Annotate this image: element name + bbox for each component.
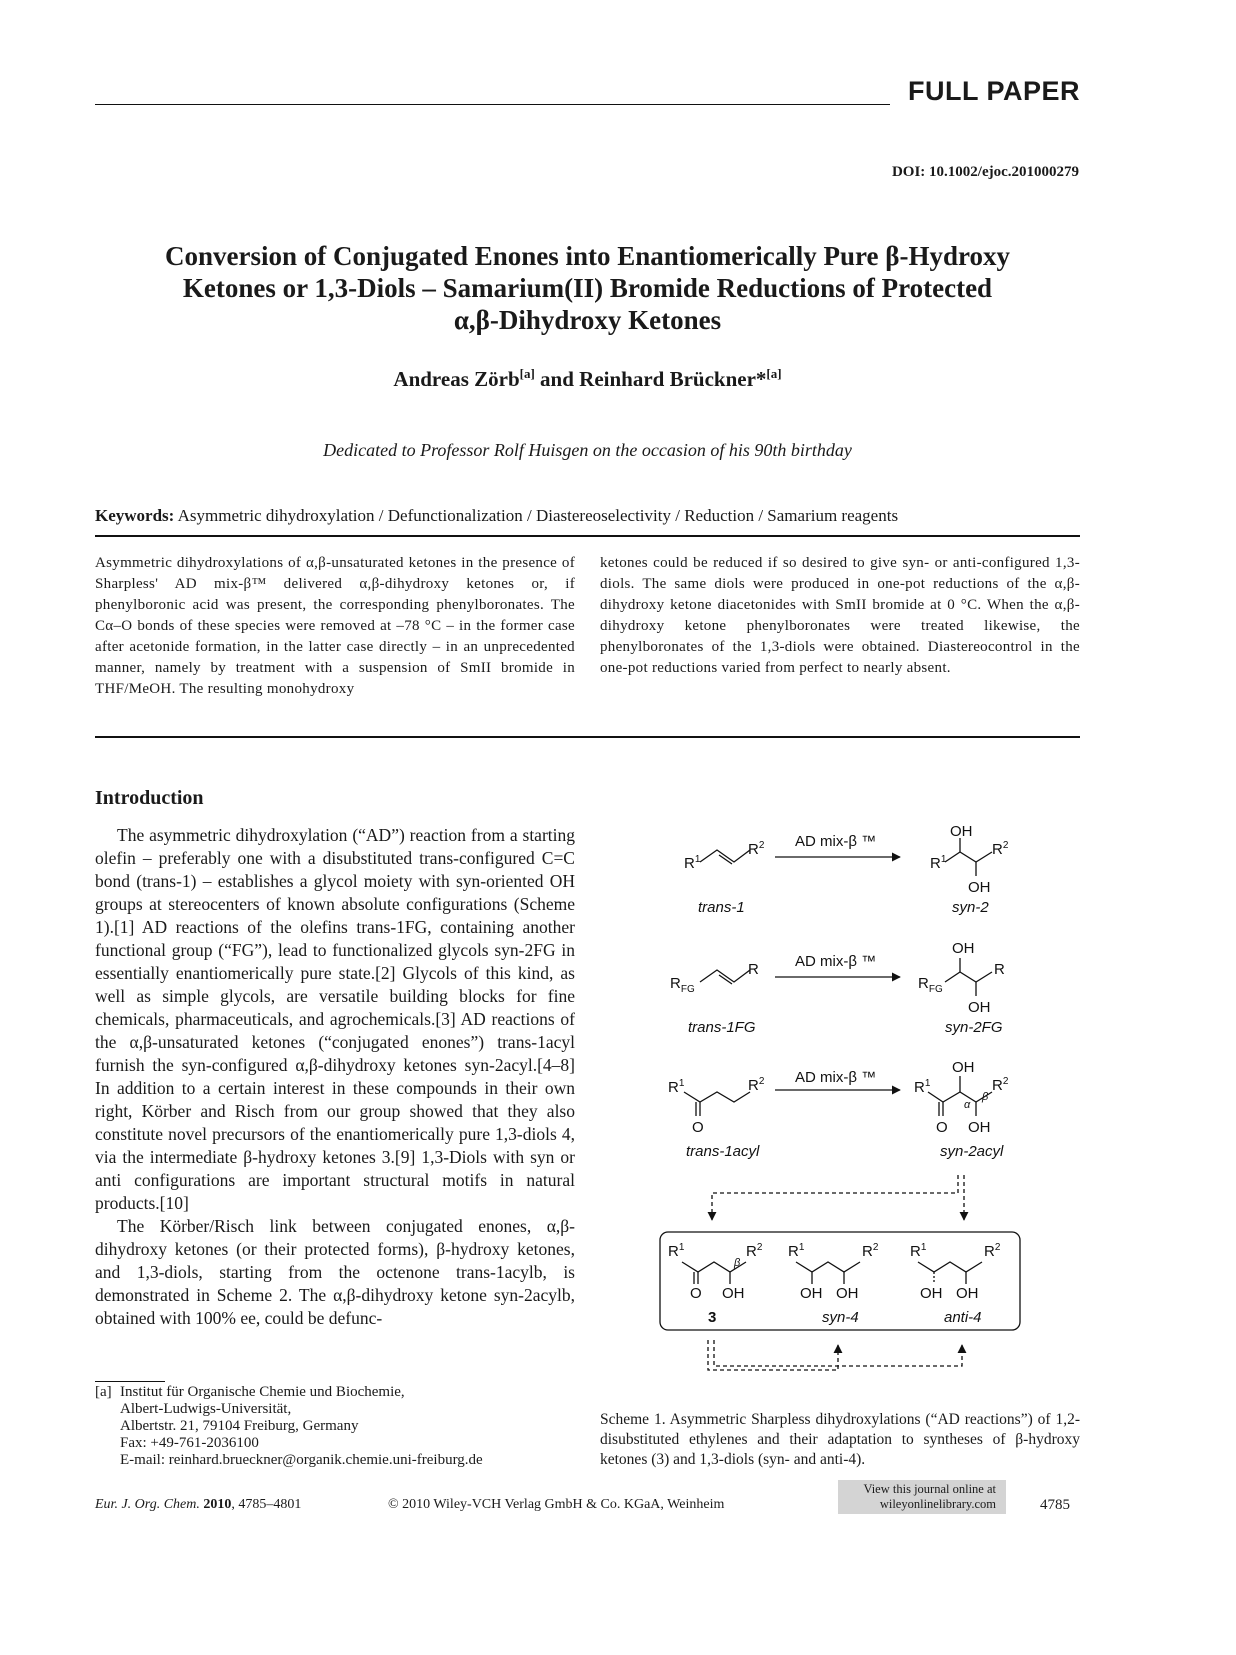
keywords [95,506,1080,526]
footer-copyright: © 2010 Wiley-VCH Verlag GmbH & Co. KGaA, Weinheim [388,1497,725,1512]
compound-anti-4: anti-4 [944,1309,982,1326]
affiliation-line-3: Albertstr. 21, 79104 Freiburg, Germany [120,1418,359,1434]
compound-syn-4: syn-4 [822,1309,859,1326]
oh-label: OH [968,1119,991,1136]
r2-label: $R^2$ [748,840,765,858]
alpha-label: α [964,1099,971,1111]
online-badge-line-2: wileyonlinelibrary.com [879,1497,996,1511]
header-rule [95,104,890,105]
reagent-label-2: AD mix-β ™ [795,953,877,970]
affiliation-line-2: Albert-Ludwigs-Universität, [120,1401,292,1417]
r1-label: $R^1$ [910,1242,927,1260]
compound-trans-1FG: trans-1FG [688,1019,756,1036]
r1-label: $R^1$ [788,1242,805,1260]
title-line-1: Conversion of Conjugated Enones into Enantiomerically Pure β-Hydroxy [164,241,1010,271]
oh-label: OH [920,1285,943,1302]
dashed-connector-left [712,1175,958,1220]
glycol-syn-2FG [945,972,992,982]
author-and: and [534,367,580,391]
author-2: Reinhard Brückner* [579,367,767,391]
oh-label: OH [968,999,991,1016]
glycol-syn-2 [945,852,992,862]
online-badge[interactable] [838,1480,1006,1514]
r2-label: $R^2$ [862,1242,879,1260]
compound-3: 3 [708,1309,717,1326]
r2-label: $R^2$ [984,1242,1001,1260]
intro-paragraph-1: The asymmetric dihydroxylation (“AD”) reaction from a starting olefin – preferably one with a disubstituted trans-configured C=C bond (trans-1) – establishes a glycol moiety with syn-oriented OH groups at stereocenters of known absolute configurations (Scheme 1).[1] AD reactions of the olefins trans-1FG, containing another functional group (“FG”), lead to functionalized glycols syn-2FG in essentially enantiomerically pure state.[2] Glycols of this kind, as well as simple glycols, are versatile building blocks for fine chemicals, pharmaceuticals, and agrochemicals.[3] AD reactions of the α,β-unsaturated ketones (“conjugated enones”) trans-1acyl furnish the syn-configured α,β-dihydroxy ketones syn-2acyl.[4–8] In addition to a certain interest in these compounds in their own right, Körber and Risch from our group showed that they also constitute novel precursors of the enantiomerically pure 1,3-diols 4, via the intermediate β-hydroxy ketones 3.[9] 1,3-Diols with syn or anti configurations are important structural motifs in natural products.[10] [95,825,575,1213]
author-1: Andreas Zörb [393,367,520,391]
o-label: O [692,1119,704,1136]
footnote-rule [95,1381,165,1382]
scheme-1-figure [600,800,1080,1380]
reagent-label-1: AD mix-β ™ [795,833,877,850]
abstract-col-1: Asymmetric dihydroxylations of α,β-unsaturated ketones in the presence of Sharpless' AD mix-β™ delivered α,β-dihydroxy ketones or, if phenylboronic acid was present, the corresponding phenylboronates. The Cα–O bonds of these species were removed at –78 °C – in the former case after acetonide formation, in the latter case directly – in an unprecedented manner, namely by treatment with a suspension of SmII bromide in THF/MeOH. The resulting monohydroxy [95,555,575,697]
title-line-2: Ketones or 1,3-Diols – Samarium(II) Bromide Reductions of Protected [182,273,993,303]
scheme-caption: Scheme 1. Asymmetric Sharpless dihydroxylations (“AD reactions”) of 1,2-disubstituted ethylenes and their adaptation to syntheses of β-hydroxy ketones (3) and 1,3-diols (syn- and anti-4). [600,1411,1080,1468]
footer-citation [95,1497,301,1513]
o-label: O [690,1285,702,1302]
affiliation-email[interactable]: E-mail: reinhard.brueckner@organik.chemie.uni-freiburg.de [120,1452,483,1468]
online-badge-line-1: View this journal online at [863,1482,996,1496]
rfg-label: $R_{FG}$ [670,975,695,995]
structure-anti-4 [918,1262,982,1272]
section-label: FULL PAPER [907,76,1080,106]
oh-label: OH [952,1059,975,1076]
footer-journal: Eur. J. Org. Chem. [95,1497,200,1512]
r-label: R [748,961,759,978]
r1-label: $R^1$ [914,1078,931,1096]
oh-label: OH [836,1285,859,1302]
oh-label: OH [956,1285,979,1302]
compound-syn-2: syn-2 [952,899,989,916]
oh-label: OH [952,940,975,957]
keywords-rule [95,535,1080,537]
r1-label: $R^1$ [930,854,947,872]
paper-title [95,240,1080,336]
footer-year: 2010 [203,1497,232,1512]
affiliation-line-1: Institut für Organische Chemie und Biochemie, [120,1384,405,1400]
olefin-trans-1FG [700,970,750,982]
intro-body [95,824,575,1330]
r2-label: $R^2$ [748,1076,765,1094]
affiliation [120,1384,483,1469]
compound-trans-1acyl: trans-1acyl [686,1143,760,1160]
abstract-col-2: ketones could be reduced if so desired to give syn- or anti-configured 1,3-diols. The same diols were produced in one-pot reductions of the α,β-dihydroxy ketone diacetonides with SmII bromide at 0 °C. When the α,β-dihydroxy ketone phenylboronates were treated likewise, the phenylboronates of the 1,3-diols were obtained. Diastereocontrol in the one-pot reductions varied from perfect to nearly absent. [600,555,1080,676]
o-label: O [936,1119,948,1136]
footer-pages: , 4785–4801 [231,1497,302,1512]
rfg-label: $R_{FG}$ [918,975,943,995]
oh-label: OH [800,1285,823,1302]
dedication: Dedicated to Professor Rolf Huisgen on the occasion of his 90th birthday [323,440,852,460]
affiliation-mark: [a] [95,1384,112,1400]
oh-label: OH [722,1285,745,1302]
r-label: R [994,961,1005,978]
compound-syn-2FG: syn-2FG [945,1019,1003,1036]
doi[interactable]: DOI: 10.1002/ejoc.201000279 [891,164,1079,180]
author-2-affil: [a] [766,366,782,381]
affiliation-line-4: Fax: +49-761-2036100 [120,1435,259,1451]
reagent-label-3: AD mix-β ™ [795,1069,877,1086]
author-1-affil: [a] [519,366,535,381]
r2-label: $R^2$ [992,840,1009,858]
abstract-rule [95,736,1080,738]
beta-label: β [734,1257,741,1269]
intro-heading: Introduction [95,787,204,809]
r1-label: $R^1$ [668,1242,685,1260]
compound-syn-2acyl: syn-2acyl [940,1143,1004,1160]
keywords-label: Keywords: [95,506,175,525]
r1-label: $R^1$ [684,854,701,872]
enone-trans-1acyl [684,1092,750,1102]
r1-label: $R^1$ [668,1078,685,1096]
oh-label: OH [968,879,991,896]
olefin-trans-1 [700,850,750,862]
structure-syn-4 [796,1262,860,1272]
oh-label: OH [950,823,973,840]
keywords-text: Asymmetric dihydroxylation / Defunctionalization / Diastereoselectivity / Reduction / Samarium reagents [174,506,899,525]
intro-paragraph-2: The Körber/Risch link between conjugated enones, α,β-dihydroxy ketones (or their protected forms), β-hydroxy ketones, and 1,3-diols, starting from the octenone trans-1acylb, is demonstrated in Scheme 2. The α,β-dihydroxy ketone syn-2acylb, obtained with 100% ee, could be defunc- [95,1216,575,1328]
page-number: 4785 [1040,1497,1070,1513]
r2-label: $R^2$ [992,1076,1009,1094]
title-line-3: α,β-Dihydroxy Ketones [453,305,722,335]
compound-trans-1: trans-1 [698,899,745,916]
beta-label: β [982,1091,989,1103]
r2-label: $R^2$ [746,1242,763,1260]
authors [95,366,1080,392]
